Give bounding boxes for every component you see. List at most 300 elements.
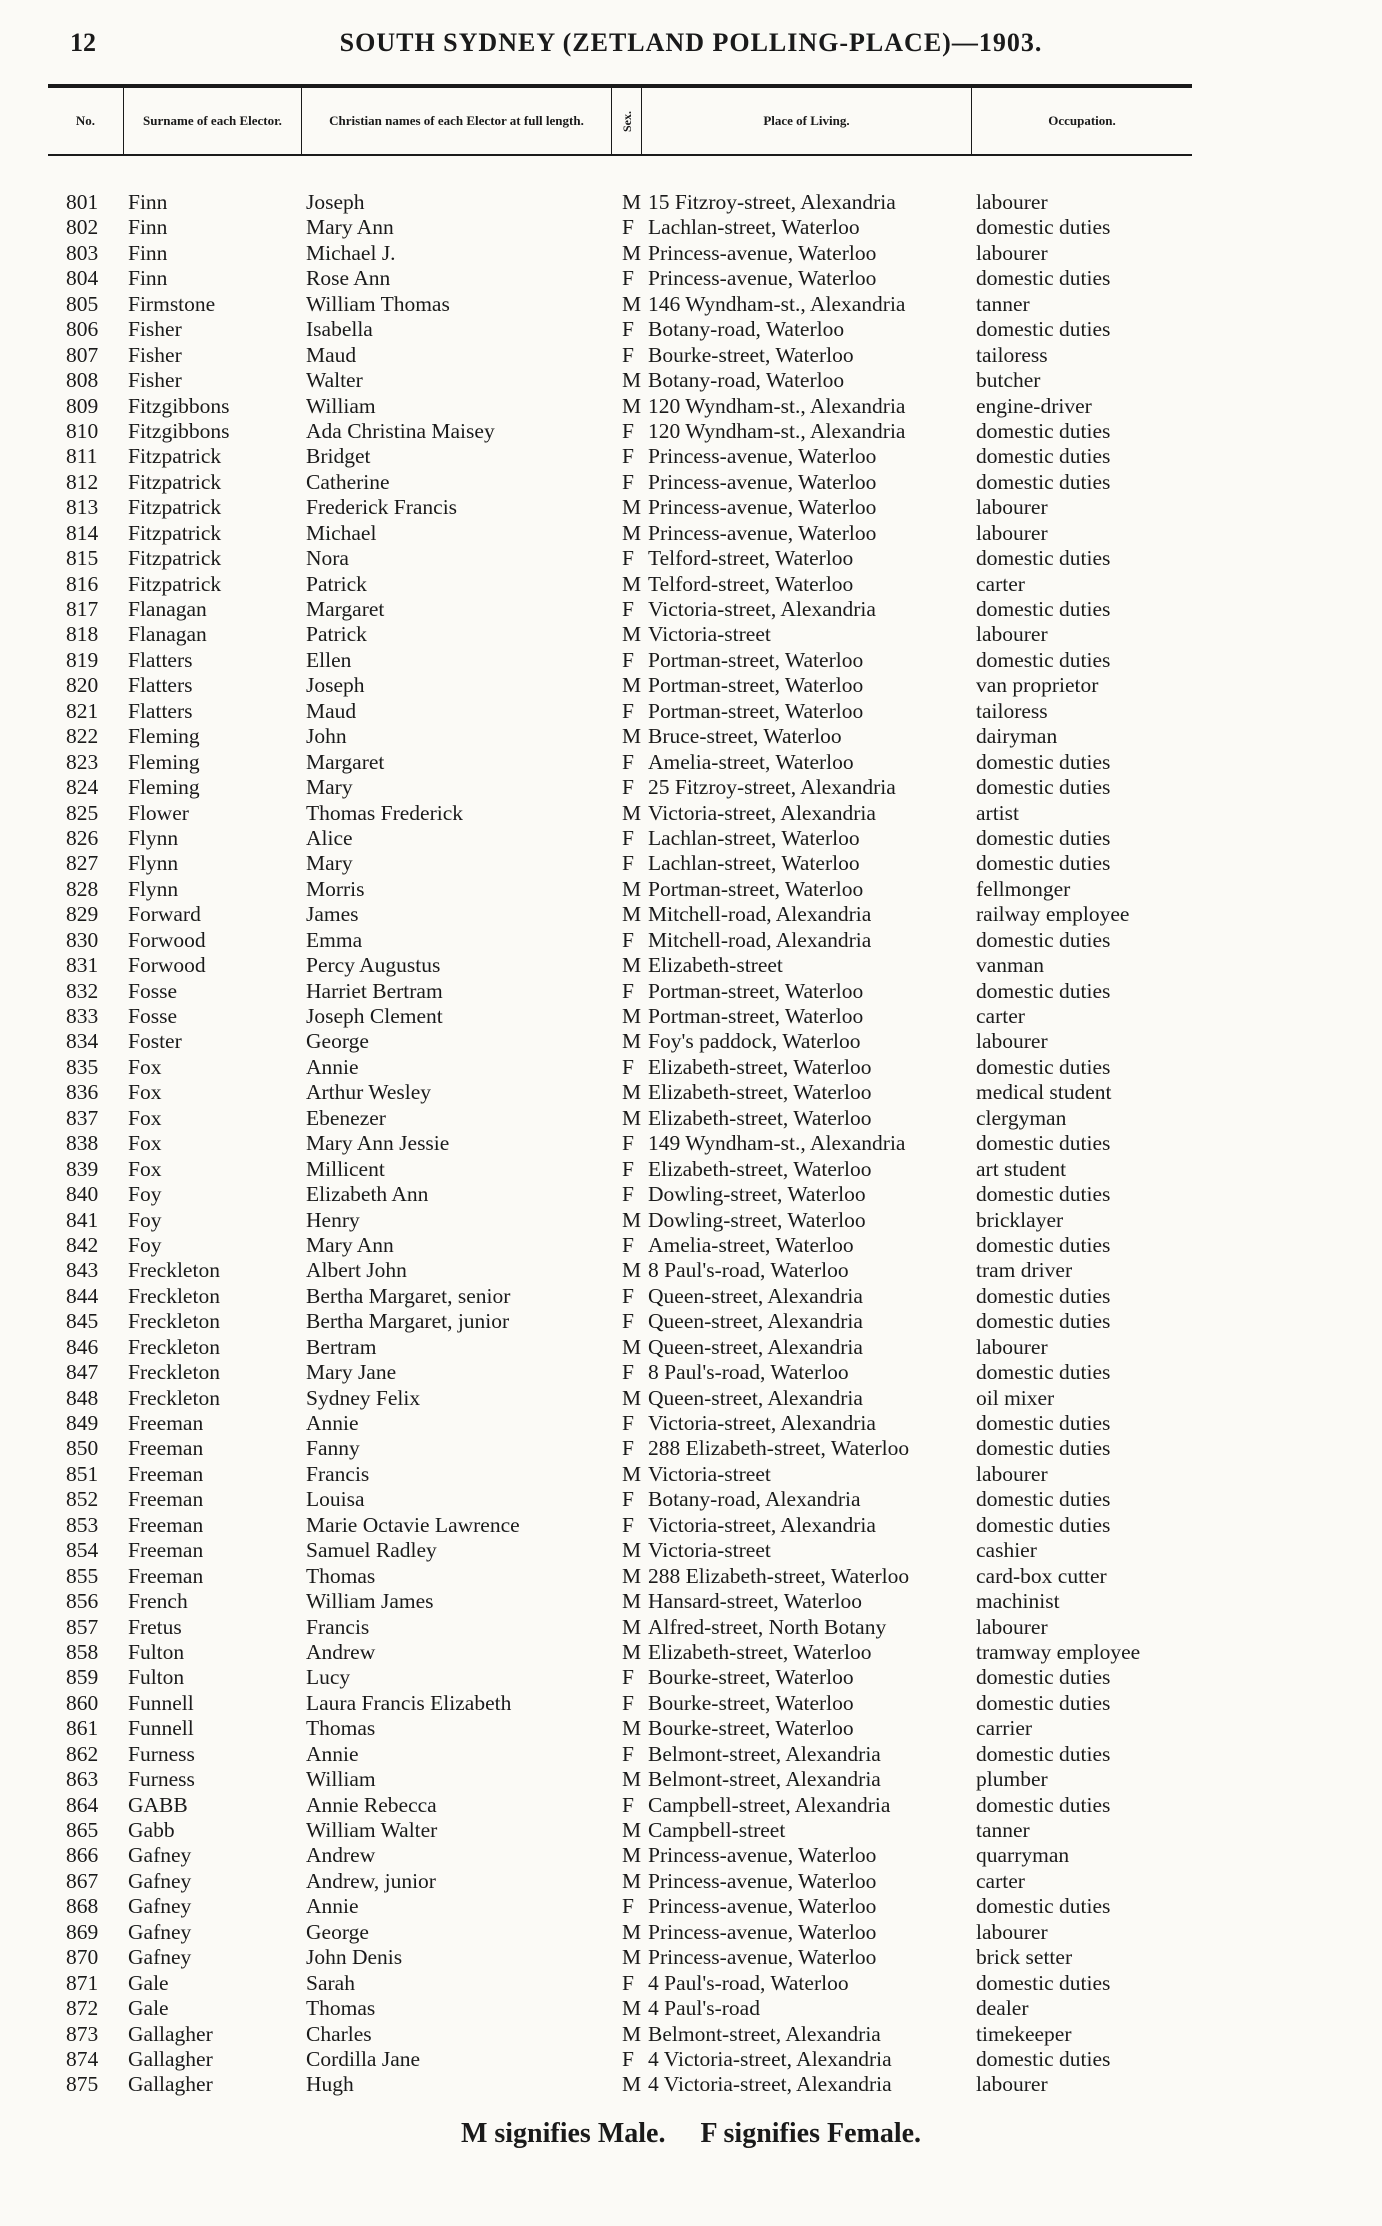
table-row [48,1742,1192,1767]
table-row [48,622,1192,647]
table-row [48,1691,1192,1716]
elector-christian-names: Joseph Clement [306,1004,443,1028]
elector-sex: M [622,1461,642,1486]
elector-occupation: plumber [976,1767,1048,1792]
table-row [48,1665,1192,1690]
elector-occupation: domestic duties [976,1283,1111,1308]
elector-occupation: timekeeper [976,2021,1072,2046]
elector-surname: Foy [128,1207,162,1232]
elector-christian-names: Nora [306,546,349,571]
elector-place: Victoria-street, Alexandria [648,1512,876,1537]
elector-christian-names: Joseph [306,673,365,698]
elector-surname: Fox [128,1080,162,1105]
elector-occupation: labourer [976,520,1048,545]
elector-sex: M [622,1029,642,1054]
elector-number: 848 [66,1385,99,1410]
elector-sex: F [622,418,634,443]
elector-number: 826 [66,825,99,850]
elector-place: Victoria-street, Alexandria [648,800,876,825]
elector-place: 149 Wyndham-st., Alexandria [648,1131,906,1156]
elector-christian-names: Maud [306,342,357,367]
table-row [48,1487,1192,1512]
elector-place: Alfred-street, North Botany [648,1614,887,1639]
elector-surname: Flatters [128,698,193,723]
elector-occupation: labourer [976,495,1048,520]
table-header [48,84,1192,156]
elector-number: 819 [66,647,99,672]
table-row [48,1360,1192,1385]
elector-surname: Flynn [128,876,179,901]
elector-surname: Fox [128,1131,162,1156]
elector-sex: F [622,1131,634,1156]
elector-occupation: domestic duties [976,418,1111,443]
elector-place: Telford-street, Waterloo [648,546,854,571]
table-row [48,699,1192,724]
elector-place: Princess-avenue, Waterloo [648,495,877,520]
elector-surname: Gale [128,1996,169,2021]
elector-place: Princess-avenue, Waterloo [648,1843,877,1868]
elector-sex: M [622,1716,642,1741]
elector-place: 120 Wyndham-st., Alexandria [648,418,906,443]
elector-surname: Gallagher [128,2021,213,2046]
elector-number: 820 [66,673,99,698]
elector-place: Amelia-street, Waterloo [648,1232,854,1257]
elector-surname: Flatters [128,673,193,698]
elector-surname: Finn [128,240,168,265]
elector-number: 864 [66,1792,99,1817]
elector-sex: M [622,190,642,214]
elector-surname: Fitzgibbons [128,418,230,443]
elector-occupation: domestic duties [976,927,1111,952]
elector-surname: Flanagan [128,622,207,647]
elector-place: Bourke-street, Waterloo [648,1665,854,1690]
elector-christian-names: Thomas [306,1563,376,1588]
elector-sex: F [622,1970,634,1995]
elector-list [48,190,1192,2098]
elector-occupation: carter [976,1868,1025,1893]
elector-surname: Firmstone [128,291,216,316]
elector-occupation: domestic duties [976,215,1111,240]
elector-surname: Furness [128,1741,195,1766]
elector-occupation: domestic duties [976,851,1111,876]
table-row [48,1258,1192,1283]
elector-occupation: art student [976,1156,1067,1181]
elector-place: Lachlan-street, Waterloo [648,825,860,850]
elector-occupation: labourer [976,1919,1048,1944]
elector-christian-names: Walter [306,368,363,393]
elector-number: 856 [66,1589,99,1614]
elector-occupation: labourer [976,1461,1048,1486]
elector-occupation: medical student [976,1080,1112,1105]
elector-number: 803 [66,240,99,265]
elector-sex: M [622,1258,642,1283]
elector-christian-names: Catherine [306,469,390,494]
header-surname: Surname of each Elector. [124,88,302,154]
elector-christian-names: Thomas [306,1716,376,1741]
table-row [48,1208,1192,1233]
elector-place: Elizabeth-street, Waterloo [648,1054,872,1079]
elector-sex: F [622,1182,634,1207]
elector-christian-names: Laura Francis Elizabeth [306,1690,512,1715]
elector-number: 863 [66,1767,99,1792]
elector-occupation: domestic duties [976,825,1111,850]
table-row [48,1996,1192,2021]
elector-surname: Fitzpatrick [128,571,222,596]
elector-number: 833 [66,1004,99,1028]
elector-occupation: domestic duties [976,1309,1111,1334]
table-row [48,1106,1192,1131]
elector-place: 288 Elizabeth-street, Waterloo [648,1563,910,1588]
elector-surname: Gafney [128,1894,192,1919]
elector-occupation: domestic duties [976,546,1111,571]
elector-number: 837 [66,1105,99,1130]
elector-surname: Finn [128,266,168,291]
elector-sex: M [622,2021,642,2046]
elector-surname: GABB [128,1792,188,1817]
elector-number: 805 [66,291,99,316]
elector-occupation: domestic duties [976,1131,1111,1156]
elector-number: 869 [66,1919,99,1944]
elector-place: Princess-avenue, Waterloo [648,1894,877,1919]
elector-surname: Fitzgibbons [128,393,230,418]
elector-number: 836 [66,1080,99,1105]
table-row [48,241,1192,266]
elector-number: 832 [66,978,99,1003]
elector-occupation: railway employee [976,902,1130,927]
elector-surname: Forwood [128,953,206,978]
elector-surname: Gafney [128,1843,192,1868]
header-no: No. [48,88,124,154]
elector-number: 861 [66,1716,99,1741]
elector-place: Victoria-street [648,622,771,647]
elector-place: Botany-road, Waterloo [648,317,845,342]
elector-number: 875 [66,2072,99,2097]
elector-surname: Fleming [128,749,200,774]
elector-surname: Foster [128,1029,182,1054]
table-row [48,343,1192,368]
elector-place: Bruce-street, Waterloo [648,724,842,749]
elector-occupation: card-box cutter [976,1563,1107,1588]
elector-sex: M [622,1996,642,2021]
table-row [48,1157,1192,1182]
elector-number: 810 [66,418,99,443]
elector-surname: Gale [128,1970,169,1995]
table-row [48,215,1192,240]
elector-sex: F [622,1665,634,1690]
elector-sex: F [622,2046,634,2071]
elector-surname: Fleming [128,724,200,749]
elector-christian-names: Patrick [306,622,367,647]
elector-surname: Freckleton [128,1258,220,1283]
elector-sex: M [622,876,642,901]
elector-occupation: cashier [976,1538,1037,1563]
elector-surname: Flatters [128,647,193,672]
elector-sex: M [622,800,642,825]
elector-occupation: carter [976,571,1025,596]
elector-sex: M [622,902,642,927]
table-row [48,1513,1192,1538]
elector-place: 4 Paul's-road, Waterloo [648,1970,849,1995]
elector-surname: Freckleton [128,1283,220,1308]
elector-sex: F [622,749,634,774]
elector-surname: Forward [128,902,201,927]
elector-occupation: domestic duties [976,1436,1111,1461]
elector-christian-names: Mary Ann [306,215,394,240]
table-row [48,1029,1192,1054]
elector-christian-names: Millicent [306,1156,385,1181]
elector-sex: M [622,393,642,418]
elector-number: 831 [66,953,99,978]
table-row [48,1131,1192,1156]
elector-sex: F [622,1690,634,1715]
table-row [48,317,1192,342]
elector-place: Victoria-street, Alexandria [648,1411,876,1435]
elector-sex: M [622,1767,642,1792]
elector-christian-names: Thomas [306,1996,376,2021]
elector-surname: Finn [128,215,168,240]
elector-surname: Flanagan [128,597,207,621]
header-occupation: Occupation. [1048,113,1116,128]
elector-occupation: quarryman [976,1843,1070,1868]
elector-christian-names: Arthur Wesley [306,1080,432,1105]
elector-christian-names: Hugh [306,2072,354,2097]
table-row [48,1869,1192,1894]
elector-sex: F [622,1232,634,1257]
elector-surname: Freeman [128,1512,204,1537]
elector-surname: Fox [128,1105,162,1130]
elector-surname: Freeman [128,1461,204,1486]
elector-christian-names: Emma [306,927,363,952]
elector-number: 851 [66,1461,99,1486]
elector-surname: Fitzpatrick [128,520,222,545]
elector-surname: Fisher [128,342,182,367]
elector-number: 812 [66,469,99,494]
elector-occupation: tram driver [976,1258,1073,1283]
elector-sex: M [622,1639,642,1664]
elector-number: 835 [66,1054,99,1079]
elector-surname: Fulton [128,1639,185,1664]
elector-place: Telford-street, Waterloo [648,571,854,596]
elector-number: 862 [66,1741,99,1766]
elector-place: Campbell-street, Alexandria [648,1792,891,1817]
elector-surname: Funnell [128,1716,194,1741]
elector-sex: F [622,698,634,723]
elector-place: Victoria-street, Alexandria [648,597,876,621]
elector-sex: M [622,1945,642,1970]
elector-place: Queen-street, Alexandria [648,1283,863,1308]
elector-sex: F [622,317,634,342]
elector-place: 8 Paul's-road, Waterloo [648,1360,849,1385]
elector-christian-names: John [306,724,347,749]
elector-christian-names: Annie Rebecca [306,1792,437,1817]
elector-number: 816 [66,571,99,596]
table-row [48,1004,1192,1029]
elector-occupation: domestic duties [976,1360,1111,1385]
header-sex-label: Sex. [619,110,634,132]
elector-sex: F [622,469,634,494]
elector-sex: F [622,1309,634,1334]
table-row [48,1894,1192,1919]
elector-christian-names: Mary [306,851,353,876]
elector-surname: Fleming [128,775,200,800]
elector-sex: M [622,1004,642,1028]
elector-sex: F [622,1283,634,1308]
elector-sex: M [622,1080,642,1105]
elector-surname: Freckleton [128,1385,220,1410]
elector-christian-names: John Denis [306,1945,403,1970]
table-row [48,953,1192,978]
elector-number: 854 [66,1538,99,1563]
elector-surname: Fox [128,1156,162,1181]
elector-surname: Gallagher [128,2072,213,2097]
table-row [48,1793,1192,1818]
elector-place: Queen-street, Alexandria [648,1385,863,1410]
elector-number: 829 [66,902,99,927]
elector-christian-names: Annie [306,1411,359,1435]
elector-number: 853 [66,1512,99,1537]
elector-surname: Freckleton [128,1334,220,1359]
elector-place: Mitchell-road, Alexandria [648,927,872,952]
elector-number: 822 [66,724,99,749]
elector-christian-names: Mary Ann [306,1232,394,1257]
elector-christian-names: William [306,393,376,418]
table-row [48,1055,1192,1080]
elector-christian-names: Thomas Frederick [306,800,464,825]
elector-occupation: domestic duties [976,749,1111,774]
elector-occupation: artist [976,800,1019,825]
elector-surname: Gallagher [128,2046,213,2071]
elector-place: Elizabeth-street, Waterloo [648,1156,872,1181]
elector-occupation: butcher [976,368,1041,393]
elector-occupation: van proprietor [976,673,1099,698]
elector-number: 821 [66,698,99,723]
elector-number: 814 [66,520,99,545]
table-row [48,1411,1192,1436]
elector-occupation: domestic duties [976,1411,1111,1435]
elector-place: 25 Fitzroy-street, Alexandria [648,775,896,800]
elector-christian-names: Harriet Bertram [306,978,443,1003]
elector-christian-names: Maud [306,698,357,723]
table-row [48,1233,1192,1258]
elector-sex: F [622,342,634,367]
elector-place: Amelia-street, Waterloo [648,749,854,774]
elector-christian-names: Cordilla Jane [306,2046,421,2071]
table-row [48,368,1192,393]
elector-christian-names: Michael [306,520,377,545]
table-row [48,750,1192,775]
elector-place: Princess-avenue, Waterloo [648,469,877,494]
elector-place: Princess-avenue, Waterloo [648,240,877,265]
elector-surname: Flynn [128,825,179,850]
elector-place: 8 Paul's-road, Waterloo [648,1258,849,1283]
elector-sex: F [622,597,634,621]
header-sex [612,88,642,154]
elector-surname: Fisher [128,317,182,342]
elector-number: 825 [66,800,99,825]
elector-christian-names: Bertha Margaret, junior [306,1309,510,1334]
elector-sex: M [622,1334,642,1359]
elector-christian-names: Bertha Margaret, senior [306,1283,511,1308]
elector-occupation: domestic duties [976,1894,1111,1919]
elector-sex: F [622,978,634,1003]
elector-christian-names: Alice [306,825,353,850]
table-row [48,648,1192,673]
elector-number: 838 [66,1131,99,1156]
header-place: Place of Living. [642,88,972,154]
elector-occupation: domestic duties [976,1182,1111,1207]
elector-surname: Fretus [128,1614,182,1639]
elector-surname: Fosse [128,978,177,1003]
table-row [48,1767,1192,1792]
elector-occupation: brick setter [976,1945,1073,1970]
elector-sex: F [622,1436,634,1461]
elector-place: Belmont-street, Alexandria [648,1741,881,1766]
elector-sex: F [622,1894,634,1919]
elector-occupation: vanman [976,953,1045,978]
elector-number: 870 [66,1945,99,1970]
elector-christian-names: Patrick [306,571,367,596]
elector-surname: Gafney [128,1945,192,1970]
elector-occupation: domestic duties [976,1970,1111,1995]
table-row [48,1538,1192,1563]
table-row [48,724,1192,749]
elector-number: 857 [66,1614,99,1639]
elector-place: Victoria-street [648,1538,771,1563]
elector-place: Portman-street, Waterloo [648,647,864,672]
elector-christian-names: Ebenezer [306,1105,386,1130]
elector-place: Elizabeth-street, Waterloo [648,1105,872,1130]
elector-christian-names: Lucy [306,1665,351,1690]
table-row [48,572,1192,597]
elector-number: 830 [66,927,99,952]
elector-number: 808 [66,368,99,393]
elector-christian-names: Andrew, junior [306,1868,436,1893]
table-row [48,826,1192,851]
elector-christian-names: Sydney Felix [306,1385,421,1410]
elector-occupation: domestic duties [976,1665,1111,1690]
elector-occupation: domestic duties [976,1512,1111,1537]
elector-place: 4 Paul's-road [648,1996,760,2021]
elector-place: Queen-street, Alexandria [648,1334,863,1359]
elector-occupation: labourer [976,622,1048,647]
elector-number: 873 [66,2021,99,2046]
elector-place: Botany-road, Alexandria [648,1487,861,1512]
elector-occupation: domestic duties [976,266,1111,291]
elector-sex: M [622,673,642,698]
legend-female: F signifies Female. [700,2118,922,2149]
elector-place: Princess-avenue, Waterloo [648,1945,877,1970]
elector-christian-names: Mary Ann Jessie [306,1131,450,1156]
table-row [48,419,1192,444]
elector-sex: M [622,1563,642,1588]
footer-legend [0,2118,1382,2150]
elector-number: 823 [66,749,99,774]
elector-number: 874 [66,2046,99,2071]
elector-sex: M [622,571,642,596]
table-row [48,2047,1192,2072]
elector-place: Elizabeth-street [648,953,783,978]
elector-occupation: domestic duties [976,775,1111,800]
table-row [48,673,1192,698]
elector-sex: F [622,1156,634,1181]
elector-place: Campbell-street [648,1818,786,1842]
elector-sex: M [622,1385,642,1410]
elector-surname: Freckleton [128,1360,220,1385]
elector-place: Dowling-street, Waterloo [648,1207,866,1232]
elector-sex: M [622,1105,642,1130]
elector-place: Mitchell-road, Alexandria [648,902,872,927]
elector-christian-names: Annie [306,1054,359,1079]
